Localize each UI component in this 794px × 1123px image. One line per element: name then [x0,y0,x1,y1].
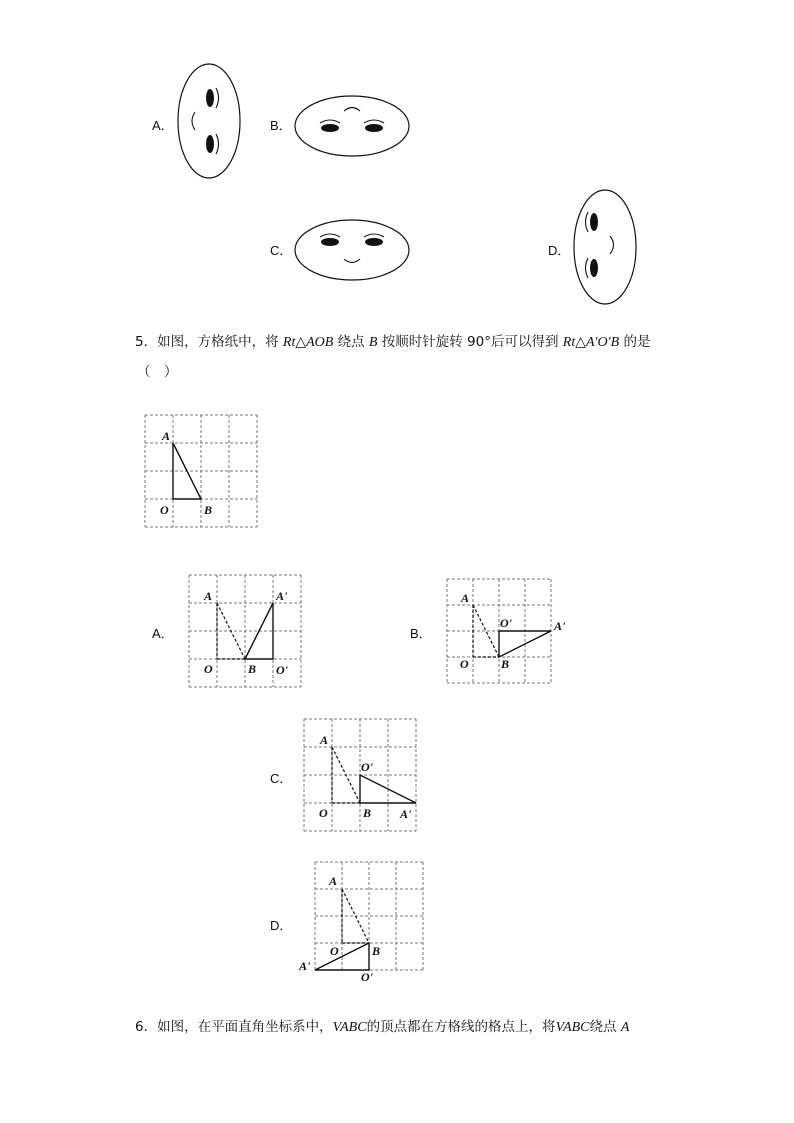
eyelid-right [364,120,384,123]
q4-option-a-figure[interactable] [176,62,242,180]
label-a-prime: A' [276,589,288,603]
q5-number: 5． [135,334,158,350]
eye-top [590,213,598,231]
label-a-prime: A' [299,959,311,973]
mouth [344,108,360,112]
q4-option-b-label[interactable]: B． [270,118,292,133]
label-a: A [162,429,171,443]
label-a-prime: A' [400,807,412,821]
q4-option-d-label[interactable]: D． [548,243,571,258]
eye-right [365,124,383,132]
face-outline [295,96,409,156]
eye-bottom [590,259,598,277]
eyelid-bottom [586,258,589,278]
label-o-prime: O' [361,970,373,984]
q5-option-c-figure[interactable] [299,714,423,836]
label-b: B [372,944,381,958]
q5-option-b-figure[interactable] [442,574,566,686]
q4-option-b-figure[interactable] [294,94,410,158]
label-o: O [160,503,169,517]
q4-option-c-figure[interactable] [294,218,410,282]
q6-question-text: 6．如图，在平面直角坐标系中，VABC的顶点都在方格线的格点上，将VABC绕点 A [135,1019,630,1035]
q5-question-text: 5．如图，方格纸中，将 Rt△AOB 绕点 B 按顺时针旋转 90°后可以得到 Rt△A'O'B 的是 [135,334,651,350]
q5-option-d-label[interactable]: D． [270,918,293,933]
q4-option-a-label[interactable]: A． [152,118,174,133]
mouth [610,236,614,254]
label-a: A [461,591,470,605]
mouth [192,112,195,130]
eyelid-left [320,234,340,237]
eye-right [365,238,383,246]
q6-triangle: VABC [332,1020,367,1035]
face-outline [574,190,636,304]
q4-option-c-label[interactable]: C． [270,243,293,258]
eyelid-top [216,88,219,108]
eye-left [321,124,339,132]
segment-ab [473,605,499,657]
eye-left [321,238,339,246]
label-o-prime: O' [276,663,288,677]
label-o: O [204,662,213,676]
eyelid-right [364,234,384,237]
eyelid-top [586,212,589,232]
q5-triangle-image: Rt△A'O'B [562,335,620,350]
label-b: B [248,662,257,676]
label-a: A [329,874,338,888]
q6-triangle-2: VABC [555,1020,590,1035]
label-b: B [501,657,510,671]
label-b: B [204,503,213,517]
eyelid-left [320,120,340,123]
q4-option-d-figure[interactable] [572,188,638,306]
q5-option-d-figure[interactable] [297,857,427,985]
q5-answer-parens: （ ） [137,364,178,380]
face-outline [295,220,409,280]
eye-top [206,89,214,107]
label-o-prime: O' [500,616,512,630]
q5-option-b-label[interactable]: B． [410,626,432,641]
q5-option-c-label[interactable]: C． [270,771,293,786]
label-a: A [204,589,213,603]
q5-option-a-figure[interactable] [184,570,308,690]
label-a: A [320,733,329,747]
label-o: O [319,806,328,820]
q6-rotation-point: A [620,1020,630,1035]
q5-option-a-label[interactable]: A． [152,626,174,641]
q6-number: 6． [135,1019,158,1035]
mouth [344,259,360,263]
q5-rotation-center: B [368,335,378,350]
q5-triangle-original: Rt△AOB [282,335,334,350]
label-o-prime: O' [361,760,373,774]
label-b: B [363,806,372,820]
q5-reference-figure [140,410,264,535]
label-o: O [330,944,339,958]
face-outline [178,64,240,178]
eyelid-bottom [216,134,219,154]
label-a-prime: A' [554,619,566,633]
label-o: O [460,657,469,671]
eye-bottom [206,135,214,153]
